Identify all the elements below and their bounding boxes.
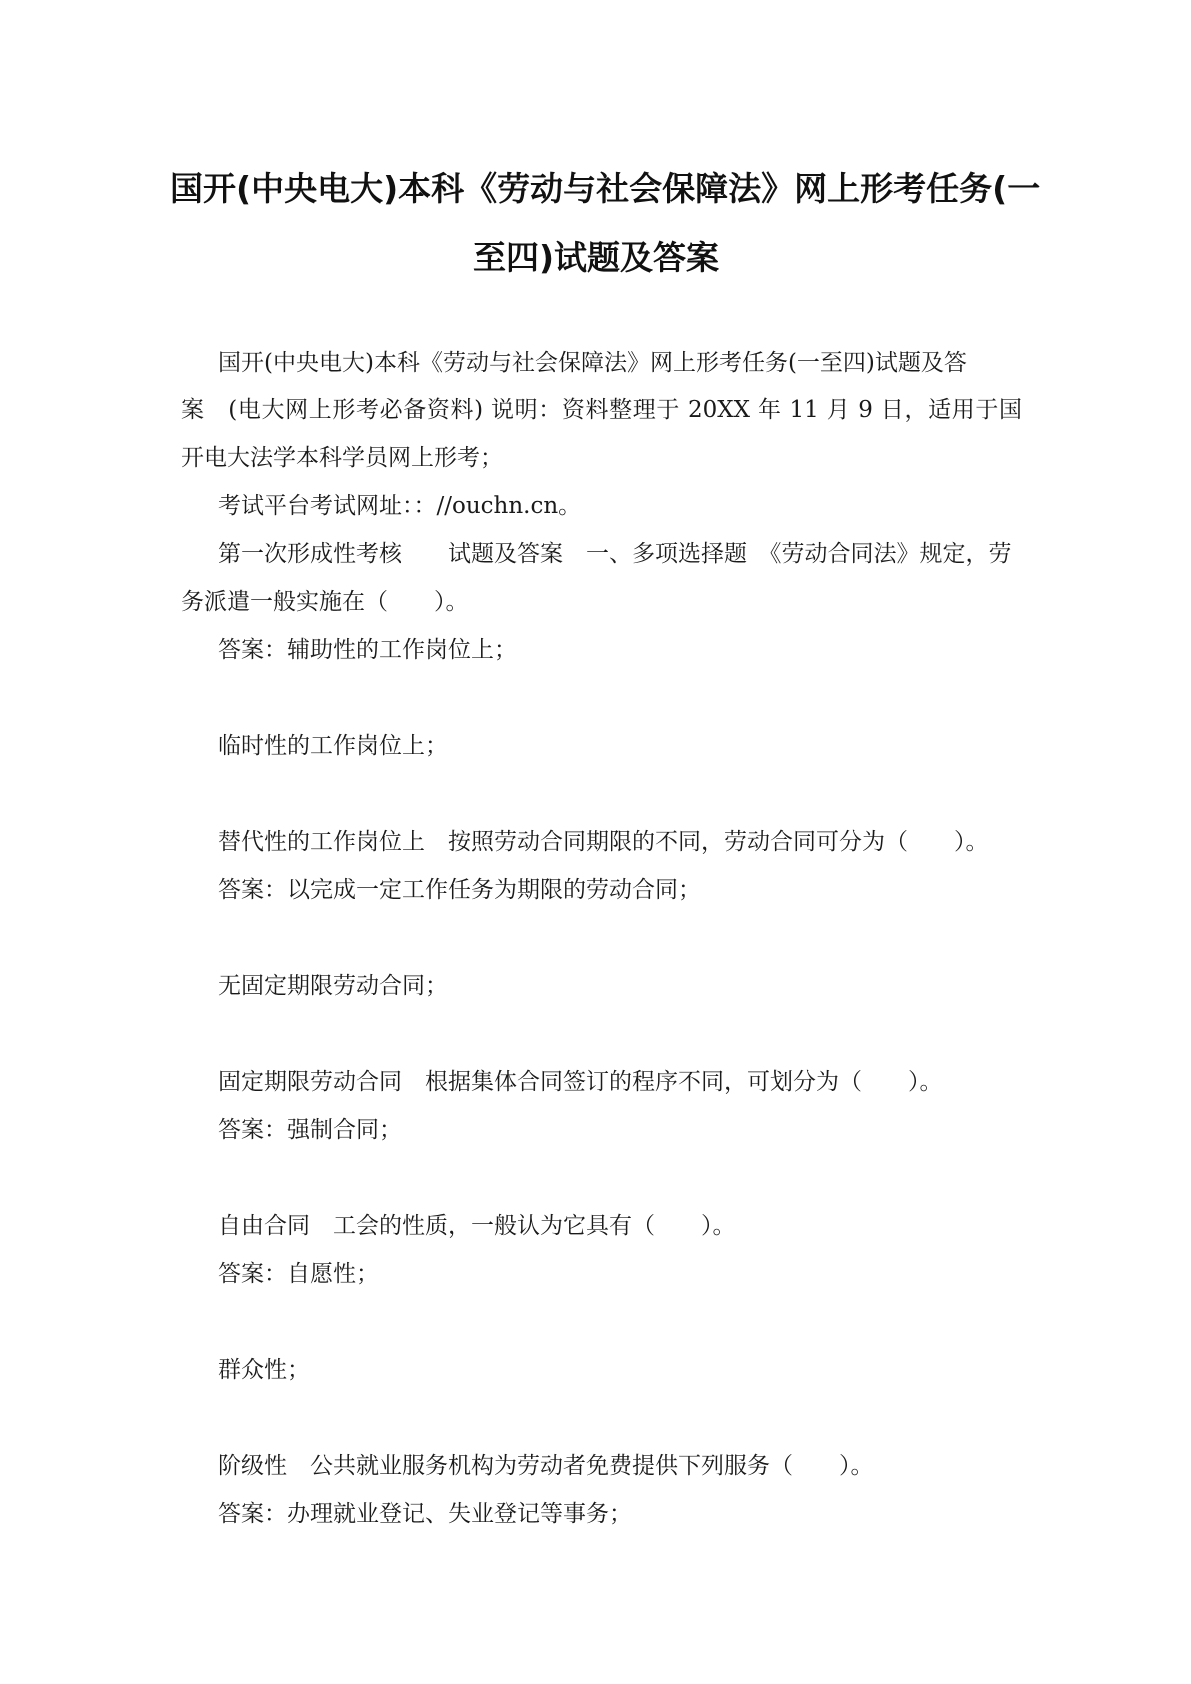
question-5-text: 阶级性 公共就业服务机构为劳动者免费提供下列服务（ ）。 <box>218 1453 874 1479</box>
question-1-option-2: 临时性的工作岗位上； <box>218 733 448 759</box>
question-1-line-1: 第一次形成性考核 试题及答案 一、多项选择题 《劳动合同法》规定，劳 <box>218 541 1012 567</box>
intro-line-1: 国开(中央电大)本科《劳动与社会保障法》网上形考任务(一至四)试题及答 <box>218 350 967 376</box>
intro-line-3: 开电大法学本科学员网上形考； <box>181 445 503 471</box>
question-2-option-2: 无固定期限劳动合同； <box>218 973 448 999</box>
intro-line-2: 案 (电大网上形考必备资料) 说明：资料整理于 20XX 年 11 月 9 日，适用于国 <box>181 397 1022 423</box>
question-1-line-2: 务派遣一般实施在（ ）。 <box>181 589 469 615</box>
exam-platform-url: 考试平台考试网址：：//ouchn.cn。 <box>218 493 582 519</box>
question-4-answer: 答案：自愿性； <box>218 1261 379 1287</box>
question-1-answer: 答案：辅助性的工作岗位上； <box>218 637 517 663</box>
question-3-answer: 答案：强制合同； <box>218 1117 402 1143</box>
question-4-option-2: 群众性； <box>218 1357 310 1383</box>
question-2-text: 替代性的工作岗位上 按照劳动合同期限的不同，劳动合同可分为（ ）。 <box>218 829 989 855</box>
question-2-answer: 答案：以完成一定工作任务为期限的劳动合同； <box>218 877 701 903</box>
question-4-text: 自由合同 工会的性质，一般认为它具有（ ）。 <box>218 1213 736 1239</box>
document-title-line-2: 至四)试题及答案 <box>472 238 720 277</box>
question-5-answer: 答案：办理就业登记、失业登记等事务； <box>218 1501 632 1527</box>
question-3-text: 固定期限劳动合同 根据集体合同签订的程序不同，可划分为（ ）。 <box>218 1069 943 1095</box>
document-title-line-1: 国开(中央电大)本科《劳动与社会保障法》网上形考任务(一 <box>170 169 1041 208</box>
